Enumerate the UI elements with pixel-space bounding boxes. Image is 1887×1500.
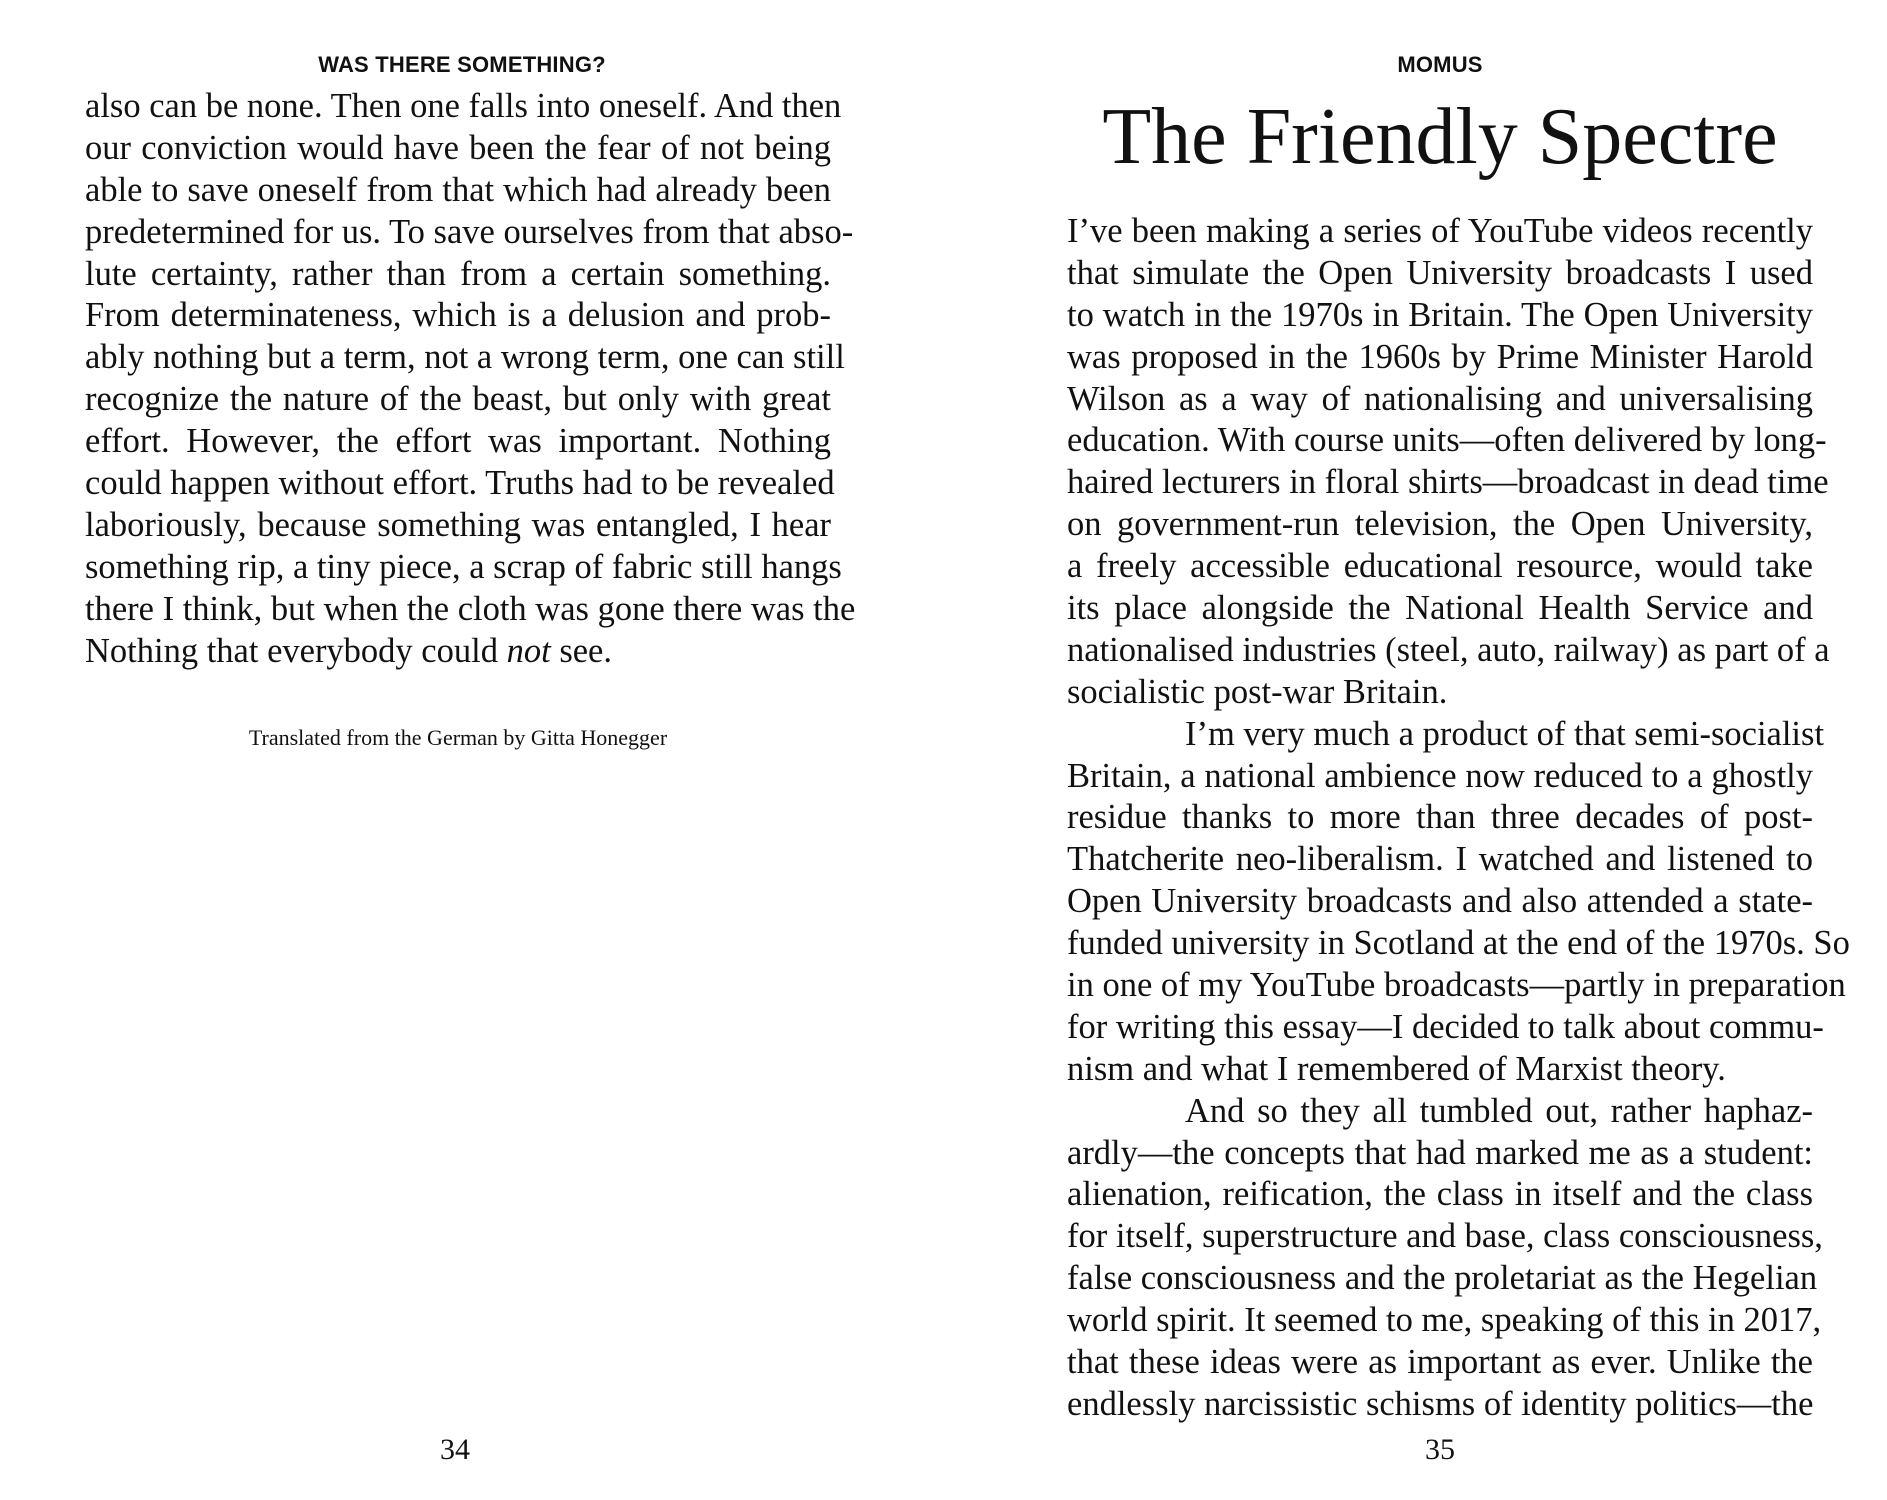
text-line: ably nothing but a term, not a wrong term, one can still — [85, 338, 845, 377]
text-line: to watch in the 1970s in Britain. The Open University — [1067, 295, 1813, 334]
translation-credit: Translated from the German by Gitta Honegger — [248, 725, 668, 750]
essay-title: The Friendly Spectre — [1102, 93, 1778, 181]
text-line: Wilson as a way of nationalising and universalising — [1067, 379, 1813, 418]
text-line: in one of my YouTube broadcasts—partly in preparation — [1067, 966, 1846, 1005]
text-line: laboriously, because something was entangled, I hear — [85, 505, 831, 544]
text-line: its place alongside the National Health Service and — [1067, 589, 1813, 628]
text-line: Britain, a national ambience now reduced to a ghostly — [1067, 756, 1813, 795]
text-line: was proposed in the 1960s by Prime Minister Harold — [1067, 337, 1813, 376]
text-line: for itself, superstructure and base, class consciousness, — [1067, 1217, 1823, 1256]
text-line: predetermined for us. To save ourselves from that abso- — [85, 212, 854, 251]
left-page-body — [85, 86, 856, 672]
text-run: see. — [550, 631, 612, 670]
text-line: education. With course units—often delivered by long- — [1067, 421, 1827, 460]
page-number-left: 34 — [440, 1433, 470, 1466]
running-head-right: MOMUS — [1397, 52, 1483, 77]
text-line-last — [85, 631, 831, 673]
text-line: nationalised industries (steel, auto, railway) as part of a — [1067, 630, 1830, 669]
page-number-right: 35 — [1425, 1433, 1455, 1466]
text-run: Nothing that everybody could — [85, 631, 507, 670]
text-line: on government-run television, the Open University, — [1067, 505, 1813, 544]
text-line: funded university in Scotland at the end of the 1970s. So — [1067, 924, 1850, 963]
text-line: haired lecturers in floral shirts—broadcast in dead time — [1067, 463, 1829, 502]
text-line: our conviction would have been the fear of not being — [85, 128, 831, 167]
text-line: that simulate the Open University broadcasts I used — [1067, 253, 1813, 292]
text-line: alienation, reification, the class in itself and the class — [1067, 1175, 1813, 1214]
text-line: socialistic post-war Britain. — [1067, 672, 1448, 711]
text-line: there I think, but when the cloth was gone there was the — [85, 589, 856, 628]
text-line: also can be none. Then one falls into oneself. And then — [85, 87, 842, 125]
text-line: could happen without effort. Truths had to be revealed — [85, 464, 835, 503]
right-page-body — [1067, 211, 1850, 1426]
text-line: able to save oneself from that which had already been — [85, 170, 831, 209]
text-line: effort. However, the effort was important. Nothing — [85, 422, 831, 461]
text-line: ardly—the concepts that had marked me as a student: — [1067, 1133, 1813, 1172]
text-line: nism and what I remembered of Marxist theory. — [1067, 1049, 1726, 1088]
italic-emphasis: not — [506, 631, 551, 670]
text-line: that these ideas were as important as ever. Unlike the — [1067, 1343, 1813, 1382]
running-head-left: WAS THERE SOMETHING? — [318, 52, 606, 77]
text-line: And so they all tumbled out, rather haphaz- — [1185, 1091, 1813, 1130]
text-line: Open University broadcasts and also attended a state- — [1067, 882, 1813, 921]
text-line: for writing this essay—I decided to talk about commu- — [1067, 1007, 1824, 1046]
text-line: From determinateness, which is a delusion and prob- — [85, 296, 831, 335]
text-line: endlessly narcissistic schisms of identity politics—the — [1067, 1384, 1814, 1423]
text-line: something rip, a tiny piece, a scrap of fabric still hangs — [85, 547, 842, 586]
text-line: world spirit. It seemed to me, speaking of this in 2017, — [1067, 1301, 1822, 1340]
text-line: residue thanks to more than three decades of post- — [1067, 798, 1813, 837]
text-line: recognize the nature of the beast, but only with great — [85, 380, 831, 419]
text-line: lute certainty, rather than from a certain something. — [85, 254, 831, 293]
text-line: Thatcherite neo-liberalism. I watched and listened to — [1067, 840, 1813, 879]
text-line: a freely accessible educational resource, would take — [1067, 547, 1813, 586]
text-line: I’ve been making a series of YouTube videos recently — [1067, 212, 1813, 250]
text-line: I’m very much a product of that semi-socialist — [1185, 714, 1825, 753]
text-line: false consciousness and the proletariat as the Hegelian — [1067, 1259, 1818, 1298]
